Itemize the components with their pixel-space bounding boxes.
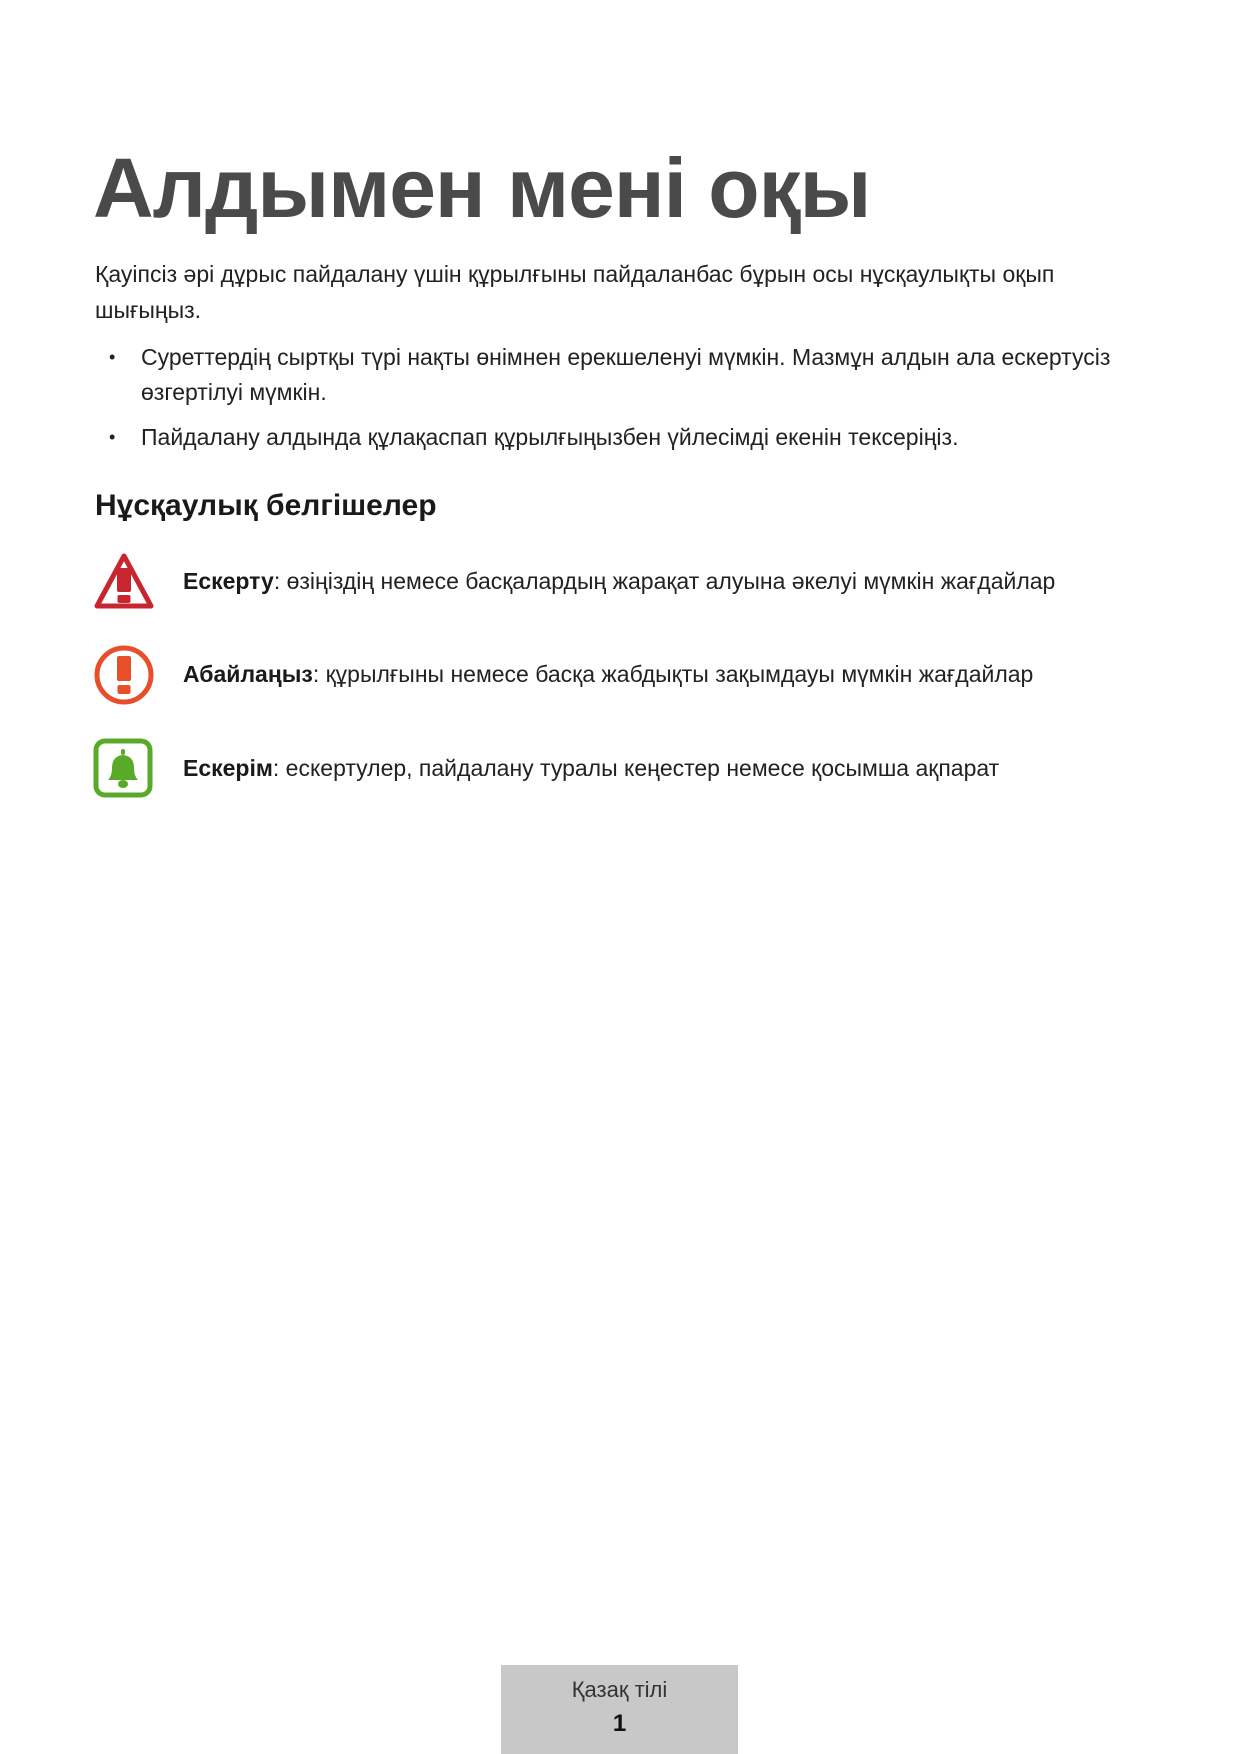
section-heading: Нұсқаулық белгішелер [95,489,437,522]
symbol-row-note [93,738,1193,800]
footer-language: Қазақ тілі [571,1677,668,1702]
symbol-row-warning [93,551,1193,613]
symbol-description-caution: құрылғыны немесе басқа жабдықты зақымдауы мүмкін жағдайлар [319,661,1034,687]
intro-paragraph: Қауіпсіз әрі дұрыс пайдалану үшін құрылғыны пайдаланбас бұрын осы нұсқаулықты оқып шығыңыз. [95,261,1055,323]
note-bell-icon [93,738,155,800]
bullet-marker: • [109,347,116,367]
footer-page-tab [501,1665,738,1754]
warning-triangle-icon [93,551,155,613]
bullet-text: Пайдалану алдында құлақаспап құрылғыңызбен үйлесімді екенін тексеріңіз. [141,424,959,450]
bullet-list [95,340,1155,465]
symbol-description-note: ескертулер, пайдалану туралы кеңестер немесе қосымша ақпарат [279,755,1000,781]
symbol-label-warning: Ескерту [183,568,274,594]
symbol-row-caution [93,644,1193,706]
symbol-separator: : [272,755,280,781]
symbol-label-caution: Абайлаңыз [183,661,313,687]
list-item [95,420,1155,455]
bullet-marker: • [109,427,116,447]
page-number: 1 [612,1710,627,1737]
symbol-text-note [183,752,999,784]
symbol-separator: : [273,568,281,594]
symbol-text-warning [183,565,1055,597]
caution-circle-icon [93,644,155,706]
symbol-separator: : [312,661,320,687]
bullet-text: Суреттердің сыртқы түрі нақты өнімнен ерекшеленуі мүмкін. Мазмұн алдын ала ескертусіз өзгертілуі мүмкін. [141,344,1111,405]
symbol-text-caution [183,658,1033,690]
list-item [95,340,1155,410]
symbol-label-note: Ескерім [183,755,273,781]
symbol-description-warning: өзіңіздің немесе басқалардың жарақат алуына әкелуі мүмкін жағдайлар [280,568,1056,594]
page-title: Алдымен мені оқы [93,141,871,235]
